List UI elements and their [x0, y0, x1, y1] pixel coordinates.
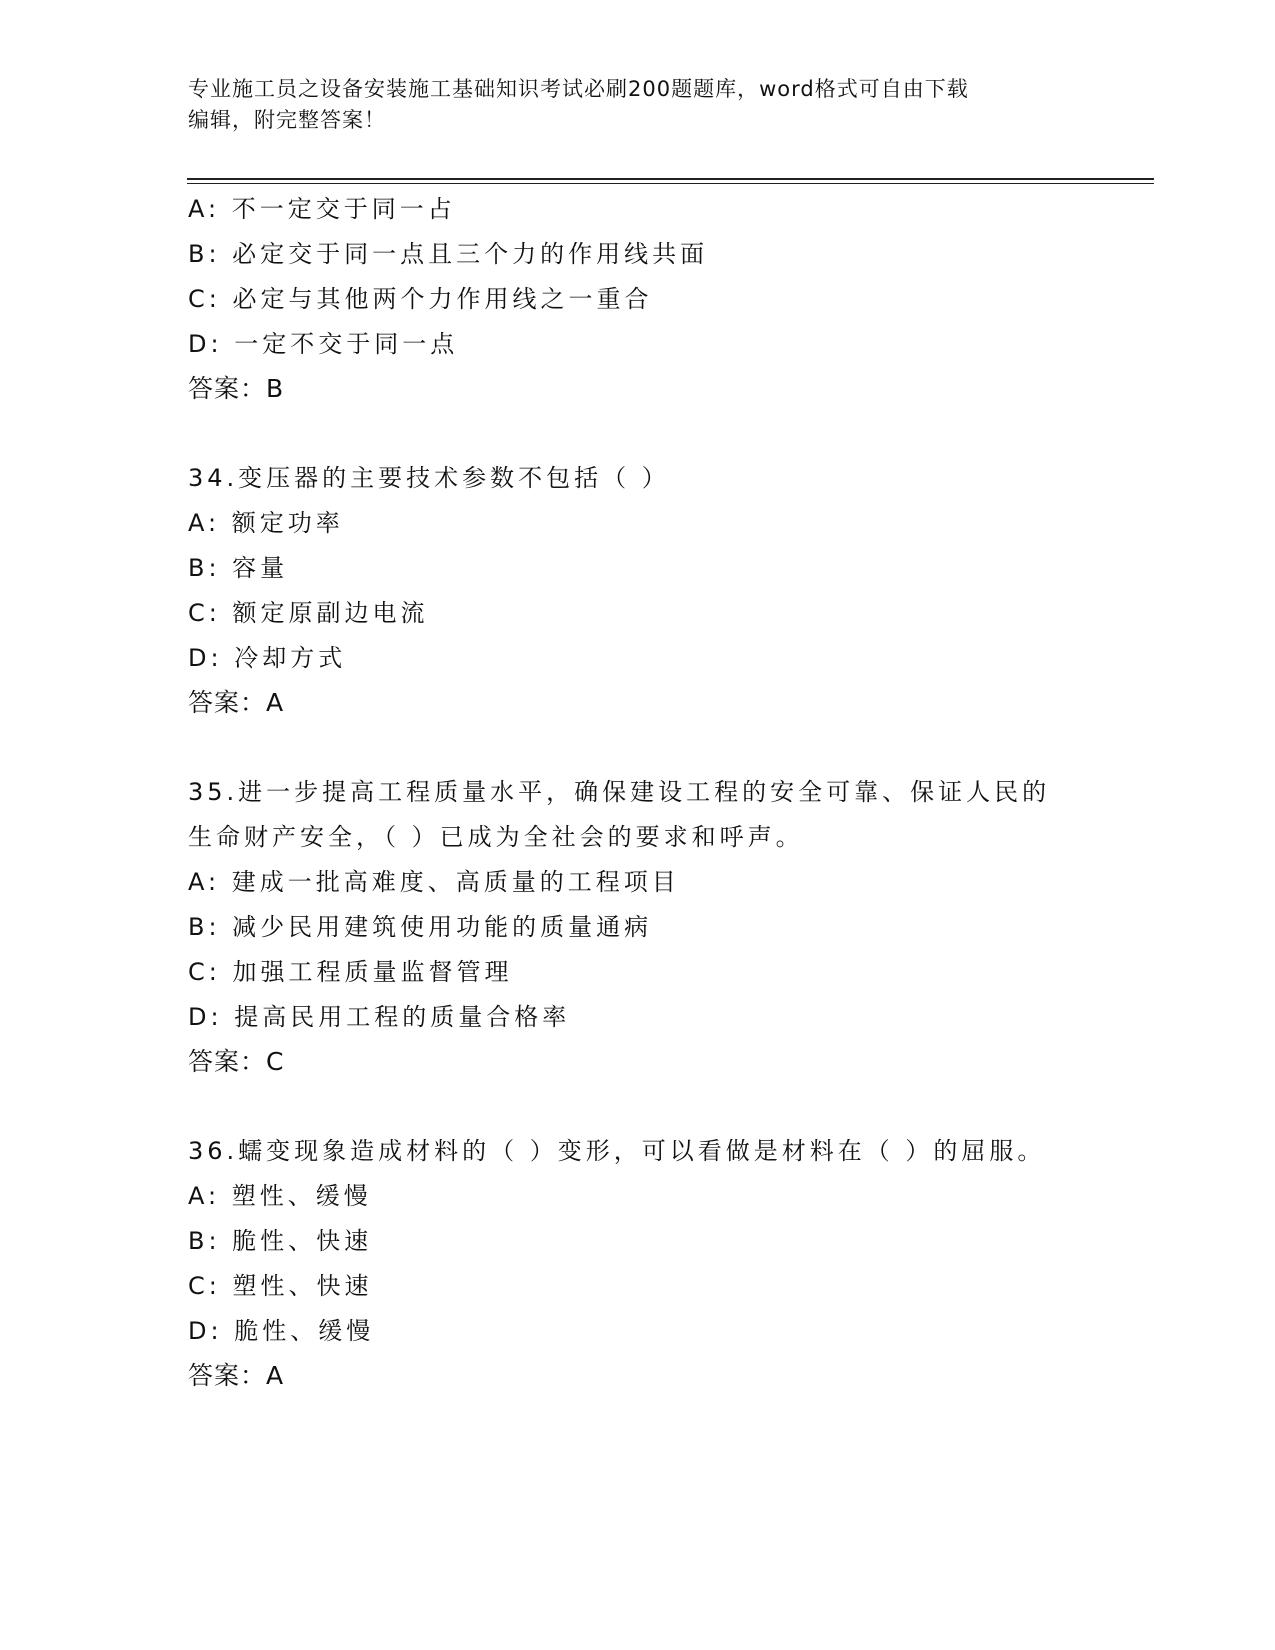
q34-question: 34.变压器的主要技术参数不包括（ ）	[188, 464, 670, 492]
q34-option-d: D: 冷却方式	[188, 644, 347, 672]
q34-option-a: A: 额定功率	[188, 509, 344, 537]
q33-option-a: A: 不一定交于同一占	[188, 195, 456, 223]
q36-option-a: A: 塑性、缓慢	[188, 1182, 372, 1210]
q36-option-b: B: 脆性、快速	[188, 1227, 373, 1255]
q33-option-d: D: 一定不交于同一点	[188, 330, 459, 358]
q35-question-line-1: 35.进一步提高工程质量水平，确保建设工程的安全可靠、保证人民的	[188, 778, 1051, 806]
header-divider-thick	[187, 178, 1154, 180]
header-line-1: 专业施工员之设备安装施工基础知识考试必刷200题题库，word格式可自由下载	[188, 77, 969, 101]
q35-question-line-2: 生命财产安全，（ ）已成为全社会的要求和呼声。	[188, 823, 804, 851]
q33-option-c: C: 必定与其他两个力作用线之一重合	[188, 285, 653, 313]
q35-option-d: D: 提高民用工程的质量合格率	[188, 1003, 571, 1031]
header-divider-thin	[187, 183, 1154, 184]
q34-answer: 答案：A	[188, 688, 285, 717]
q34-option-b: B: 容量	[188, 554, 289, 582]
q35-option-a: A: 建成一批高难度、高质量的工程项目	[188, 868, 680, 896]
q33-answer: 答案：B	[188, 374, 285, 403]
q35-answer: 答案：C	[188, 1047, 285, 1076]
q35-option-b: B: 减少民用建筑使用功能的质量通病	[188, 913, 653, 941]
document-header	[188, 74, 1088, 136]
q35-option-c: C: 加强工程质量监督管理	[188, 958, 513, 986]
header-line-2: 编辑，附完整答案！	[188, 108, 386, 132]
q36-answer: 答案：A	[188, 1361, 285, 1390]
q34-option-c: C: 额定原副边电流	[188, 599, 429, 627]
q36-option-d: D: 脆性、缓慢	[188, 1317, 375, 1345]
q33-option-b: B: 必定交于同一点且三个力的作用线共面	[188, 240, 709, 268]
q36-question: 36.蠕变现象造成材料的（ ）变形，可以看做是材料在（ ）的屈服。	[188, 1137, 1046, 1165]
q36-option-c: C: 塑性、快速	[188, 1272, 373, 1300]
